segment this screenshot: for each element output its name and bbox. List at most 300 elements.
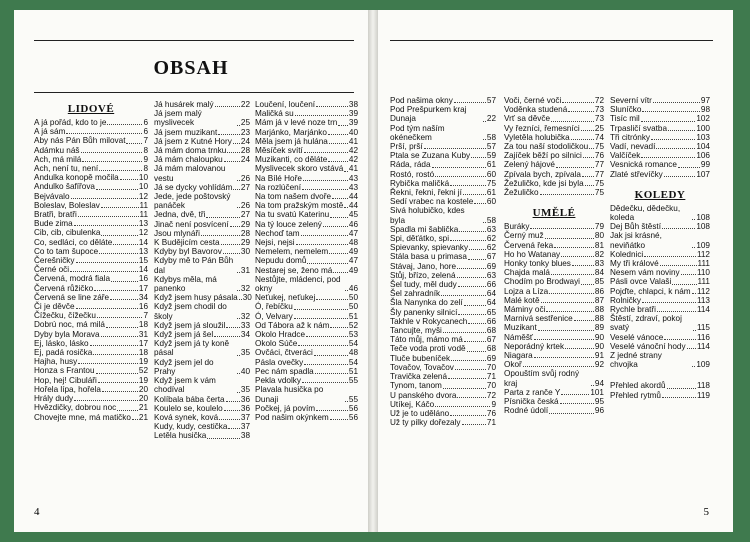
song-title: Prší, prší — [390, 142, 423, 152]
page-ref: 59 — [486, 151, 496, 161]
toc-entry — [504, 231, 604, 240]
dot-leader — [471, 157, 486, 158]
page-title: OBSAH — [153, 57, 229, 79]
page-ref: 55 — [348, 376, 358, 386]
song-title: Myslivecek skoro vstává — [255, 164, 344, 174]
dot-leader — [483, 222, 486, 223]
song-title: Kudy, kudy, cestička — [154, 422, 228, 432]
song-title: Na Bílé Hoře — [255, 173, 302, 183]
page-ref: 34 — [240, 330, 250, 340]
song-title: Pásli ovce Valaši — [610, 277, 672, 287]
toc-entry — [390, 225, 496, 234]
dot-leader — [74, 225, 138, 226]
song-title: Marnivá sestřenice — [504, 314, 573, 324]
toc-entry — [504, 268, 604, 277]
toc-entry — [154, 183, 250, 192]
dot-leader — [581, 130, 594, 131]
toc-entry — [390, 372, 496, 381]
toc-entry — [504, 342, 604, 351]
dot-leader — [110, 299, 138, 300]
song-title: Andulko šafířova — [34, 182, 95, 192]
toc-entry — [610, 96, 710, 105]
toc-entry — [390, 280, 496, 289]
song-title: Jsou mlynáři — [154, 228, 200, 238]
toc-entry — [154, 128, 250, 137]
page-ref: 42 — [348, 146, 358, 156]
page-ref: 108 — [696, 213, 710, 223]
page-ref: 69 — [486, 261, 496, 271]
song-title: Žežuličko, kde jsi byla — [504, 178, 584, 188]
dot-leader — [656, 148, 695, 149]
page-ref: 62 — [486, 234, 496, 244]
song-title: Červená, modrá fiala — [34, 274, 110, 284]
toc-entry — [390, 188, 496, 197]
page-ref: 60 — [486, 169, 496, 179]
song-title: Ó, řebíčku — [255, 302, 293, 312]
toc-entry — [255, 275, 358, 293]
page-ref: 95 — [594, 397, 604, 407]
song-title: Voči, černé voči — [504, 96, 562, 105]
song-title: Černý muž — [504, 231, 544, 241]
dot-leader — [451, 360, 486, 361]
page-ref: 89 — [594, 323, 604, 333]
toc-entry — [34, 357, 148, 366]
dot-leader — [224, 161, 240, 162]
song-title: Chodím po Brodwayi — [504, 277, 580, 287]
dot-leader — [457, 277, 486, 278]
dot-leader — [90, 345, 138, 346]
song-title: Okolo Hradce — [255, 330, 306, 340]
song-title: Spadla mi šablička — [390, 224, 459, 234]
page-ref: 64 — [486, 289, 496, 299]
song-title: Travička zelená — [390, 372, 448, 382]
toc-entry — [504, 188, 604, 197]
toc-entry — [255, 164, 358, 173]
toc-entry — [504, 133, 604, 142]
page-ref: 24 — [240, 136, 250, 146]
dot-leader — [132, 419, 138, 420]
song-title: Bude zima — [34, 219, 73, 229]
page-ref: 86 — [594, 286, 604, 296]
page-ref: 47 — [348, 228, 358, 238]
toc-entry — [154, 229, 250, 238]
song-title: Rolničky — [610, 295, 641, 305]
page-ref: 16 — [138, 302, 148, 312]
dot-leader — [330, 327, 347, 328]
page-ref: 101 — [590, 387, 604, 397]
toc-entry — [34, 173, 148, 182]
dot-leader — [457, 268, 486, 269]
dot-leader — [574, 320, 594, 321]
page-ref: 37 — [240, 412, 250, 422]
dot-leader — [76, 262, 138, 263]
page-ref: 19 — [138, 375, 148, 385]
toc-entry — [34, 293, 148, 302]
dot-leader — [678, 167, 700, 168]
song-title: Táto můj, mámo má — [390, 335, 463, 345]
page-ref: 8 — [143, 164, 148, 174]
song-title: Já mám malovanou vestu — [154, 164, 226, 183]
toc-entry — [34, 201, 148, 210]
song-title: Ovčáci, čtveráci — [255, 348, 313, 358]
page-ref: 51 — [348, 311, 358, 321]
song-title: Zelený hájové — [504, 160, 555, 170]
song-title: Já jsem z Kutné Hory — [154, 136, 232, 146]
toc-column — [255, 100, 358, 422]
song-title: Hvězdičky, dobrou noc — [34, 403, 117, 413]
page-ref: 20 — [138, 394, 148, 404]
toc-entry — [255, 312, 358, 321]
toc-entry — [154, 321, 250, 330]
page-ref: 71 — [486, 418, 496, 428]
page-ref: 35 — [240, 348, 250, 358]
dot-leader — [214, 336, 240, 337]
dot-leader — [328, 161, 348, 162]
toc-entry — [504, 333, 604, 342]
page-ref: 92 — [594, 360, 604, 370]
page-ref: 56 — [348, 403, 358, 413]
page-ref: 29 — [240, 238, 250, 248]
page-ref: 40 — [240, 366, 250, 376]
toc-entry — [390, 391, 496, 400]
toc-entry — [610, 314, 710, 332]
toc-entry — [504, 388, 604, 397]
dot-leader — [551, 274, 594, 275]
dot-leader — [458, 286, 486, 287]
toc-entry — [610, 342, 710, 351]
song-title: Ková synek, ková — [154, 412, 219, 422]
page-ref: 8 — [143, 145, 148, 155]
toc-entry — [255, 229, 358, 238]
song-title: Náměšť — [504, 332, 534, 342]
dot-leader — [96, 373, 138, 374]
toc-entry — [504, 96, 604, 105]
page-ref: 36 — [240, 403, 250, 413]
dot-leader — [330, 419, 348, 420]
toc-entry — [610, 259, 710, 268]
page-ref: 36 — [240, 394, 250, 404]
dot-leader — [483, 139, 486, 140]
song-title: Honza s Frantou — [34, 366, 95, 376]
song-title: Počkej, já povím — [255, 403, 316, 413]
toc-entry — [34, 164, 148, 173]
dot-leader — [556, 167, 594, 168]
song-title: Ej, padá rosička — [34, 348, 93, 358]
toc-entry — [610, 268, 710, 277]
dot-leader — [294, 318, 348, 319]
song-title: Když jsem husy pásala — [154, 293, 238, 303]
dot-leader — [201, 235, 240, 236]
toc-entry — [154, 238, 250, 247]
page-ref: 61 — [486, 188, 496, 198]
song-title: Niagara — [504, 351, 533, 361]
song-title: Bratři, bratři — [34, 210, 77, 220]
page-ref: 17 — [138, 283, 148, 293]
dot-leader — [66, 133, 142, 134]
toc-entry — [504, 287, 604, 296]
toc-entry — [34, 219, 148, 228]
song-title: Muzikant — [504, 323, 537, 333]
song-title: Tancujte, myši — [390, 326, 442, 336]
page-ref: 118 — [696, 381, 710, 391]
dot-leader — [329, 143, 348, 144]
page-ref: 115 — [696, 323, 710, 333]
toc-entry — [255, 367, 358, 376]
song-title: Šly panenky silnicí — [390, 307, 458, 317]
toc-entry — [504, 241, 604, 250]
page-ref: 54 — [348, 357, 358, 367]
dot-leader — [687, 348, 696, 349]
dot-leader — [106, 327, 138, 328]
page-ref: 27 — [240, 182, 250, 192]
page-ref: 13 — [138, 246, 148, 256]
toc-entry — [504, 142, 604, 151]
page-ref: 41 — [348, 136, 358, 146]
page-ref: 103 — [696, 132, 710, 142]
page-ref: 60 — [486, 197, 496, 207]
toc-entry — [34, 403, 148, 412]
song-title: Na tom pražským mostě — [255, 201, 344, 211]
song-title: Štěstí, zdraví, pokoj svatý — [610, 314, 682, 333]
song-title: Lojza a Líza — [504, 286, 549, 296]
song-title: Okolo Súče — [255, 339, 298, 349]
page-ref: 66 — [486, 316, 496, 326]
title-rule — [34, 92, 354, 93]
dot-leader — [126, 143, 142, 144]
song-title: Hrály dudy — [34, 394, 74, 404]
song-title: Tři citrónky — [610, 132, 651, 142]
page-ref: 48 — [348, 348, 358, 358]
page-ref: 70 — [486, 381, 496, 391]
toc-entry — [504, 124, 604, 133]
dot-leader — [237, 272, 240, 273]
song-title: Ó, Velvary — [255, 311, 293, 321]
song-title: Mám já v levé noze trn — [255, 118, 338, 128]
song-title: Vyletěla holubička — [504, 132, 570, 142]
dot-leader — [523, 366, 594, 367]
song-title: Veselé vánoční hody — [610, 341, 686, 351]
toc-entry — [504, 397, 604, 406]
song-title: Nechoď tam — [255, 228, 300, 238]
toc-entry — [390, 252, 496, 261]
song-title: Máminy oči — [504, 305, 546, 315]
song-title: Neporádný krtek — [504, 341, 565, 351]
song-title: A já pořád, kdo to je — [34, 118, 107, 127]
song-title: Hajha, husy — [34, 357, 78, 367]
song-title: Na tu svatú Katerinu — [255, 210, 330, 220]
toc-entry — [504, 250, 604, 259]
song-title: Červená řeka — [504, 240, 554, 250]
toc-entry — [390, 234, 496, 243]
song-title: Nejsi, nejsi — [255, 238, 295, 248]
page-ref: 22 — [240, 100, 250, 109]
toc-entry — [390, 96, 496, 105]
toc-entry — [390, 381, 496, 390]
dot-leader — [458, 314, 486, 315]
song-title: Neťukej, neťukej — [255, 293, 316, 303]
dot-leader — [530, 228, 593, 229]
page-ref: 14 — [138, 237, 148, 247]
dot-leader — [333, 272, 348, 273]
toc-entry — [255, 201, 358, 210]
dot-leader — [316, 299, 348, 300]
toc-entry — [255, 155, 358, 164]
song-title: Nepudu domů — [255, 256, 307, 266]
dot-leader — [332, 198, 348, 199]
song-title: Parta z ranče Y — [504, 387, 561, 397]
dot-leader — [107, 124, 142, 125]
dot-leader — [71, 198, 138, 199]
song-title: Já se dycky vohlídám — [154, 182, 233, 192]
page-ref: 87 — [594, 295, 604, 305]
page-ref: 68 — [486, 344, 496, 354]
book-spine — [368, 10, 378, 532]
toc-entry — [504, 179, 604, 188]
song-title: Andulka konopě močila — [34, 173, 119, 183]
dot-leader — [435, 406, 490, 407]
page-ref: 17 — [138, 338, 148, 348]
toc-entry — [255, 183, 358, 192]
dot-leader — [644, 256, 696, 257]
page-ref: 32 — [240, 311, 250, 321]
dot-leader — [660, 265, 697, 266]
page-ref: 25 — [240, 118, 250, 128]
song-title: Loučení, loučení — [255, 100, 316, 109]
song-title: Čížečku, čížečku — [34, 311, 96, 321]
page-ref: 88 — [594, 305, 604, 315]
toc-entry — [255, 109, 358, 118]
song-title: Opouštím svůj rodný kraj — [504, 369, 580, 388]
page-ref: 109 — [696, 240, 710, 250]
page-ref: 49 — [348, 265, 358, 275]
song-title: Voděnka studená — [504, 105, 568, 115]
song-title: Červená růžičko — [34, 283, 94, 293]
song-title: Už ty pilky dořezaly — [390, 418, 461, 428]
dot-leader — [545, 238, 594, 239]
toc-entry — [34, 385, 148, 394]
page-ref: 90 — [594, 332, 604, 342]
page-ref: 26 — [240, 173, 250, 183]
toc-entry — [390, 363, 496, 372]
dot-leader — [582, 176, 594, 177]
dot-leader — [463, 194, 486, 195]
page-ref: 20 — [138, 384, 148, 394]
page-ref: 35 — [240, 385, 250, 395]
dot-leader — [560, 403, 594, 404]
toc-entry — [154, 302, 250, 320]
toc-entry — [154, 164, 250, 182]
dot-leader — [304, 152, 348, 153]
page-ref: 72 — [594, 96, 604, 105]
page-ref: 42 — [348, 155, 358, 165]
toc-entry — [610, 351, 710, 369]
dot-leader — [692, 293, 696, 294]
dot-leader — [237, 392, 240, 393]
song-title: Černé oči — [34, 265, 70, 275]
dot-leader — [237, 373, 240, 374]
dot-leader — [294, 309, 348, 310]
page-ref: 106 — [696, 151, 710, 161]
page-ref: 75 — [594, 178, 604, 188]
toc-entry — [154, 220, 250, 229]
dot-leader — [664, 339, 696, 340]
toc-entry — [390, 151, 496, 160]
dot-leader — [102, 391, 138, 392]
spacer — [610, 369, 710, 381]
toc-entry — [610, 305, 710, 314]
toc-entry — [154, 358, 250, 376]
page-ref: 19 — [138, 357, 148, 367]
toc-entry — [154, 146, 250, 155]
dot-leader — [642, 111, 699, 112]
dot-leader — [207, 438, 240, 439]
song-title: Měsíček svítí — [255, 146, 303, 156]
toc-entry — [390, 326, 496, 335]
song-title: Červená se line záře — [34, 292, 110, 302]
dot-leader — [237, 318, 240, 319]
dot-leader — [435, 176, 486, 177]
dot-leader — [120, 179, 138, 180]
page-ref: 41 — [348, 164, 358, 174]
page-ref: 77 — [594, 169, 604, 179]
dot-leader — [226, 327, 239, 328]
song-title: Muzikanti, co děláte — [255, 155, 328, 165]
page-ref: 11 — [139, 210, 148, 220]
toc-entry — [34, 413, 148, 422]
song-title: Honky tonky blues — [504, 259, 571, 269]
dot-leader — [541, 302, 594, 303]
dot-leader — [591, 385, 594, 386]
song-title: Když jsem chodil do školy — [154, 302, 227, 321]
song-title: Já husárek malý — [154, 100, 214, 109]
page-ref: 22 — [486, 114, 496, 124]
dot-leader — [450, 415, 486, 416]
page-ref: 12 — [138, 191, 148, 201]
page-ref: 46 — [348, 219, 358, 229]
song-title: My tři králové — [610, 259, 659, 269]
page-ref: 67 — [486, 335, 496, 345]
song-title: Nemelem, nemelem — [255, 247, 329, 257]
dot-leader — [692, 247, 695, 248]
song-title: Boleslav, Boleslav — [34, 200, 100, 210]
dot-leader — [328, 134, 348, 135]
toc-entry — [504, 351, 604, 360]
toc-entry — [34, 238, 148, 247]
page-ref: 28 — [240, 228, 250, 238]
song-title: Zlaté střevíčky — [610, 169, 663, 179]
page-ref: 7 — [143, 136, 148, 146]
toc-entry — [154, 109, 250, 127]
toc-entry — [610, 133, 710, 142]
dot-leader — [585, 185, 594, 186]
page-ref: 84 — [594, 268, 604, 278]
page-ref: 102 — [696, 114, 710, 124]
dot-leader — [546, 311, 593, 312]
song-title: Malé kotě — [504, 295, 540, 305]
toc-entry — [255, 413, 358, 422]
song-title: Letěla husička — [154, 431, 207, 441]
dot-leader — [206, 217, 239, 218]
dot-leader — [223, 253, 240, 254]
toc-entry — [610, 204, 710, 222]
toc-entry — [255, 210, 358, 219]
song-title: Když jsem já šel — [154, 330, 214, 340]
page-ref: 82 — [594, 249, 604, 259]
dot-leader — [330, 217, 348, 218]
dot-leader — [450, 240, 486, 241]
song-title: Valčíček — [610, 151, 641, 161]
page-ref: 75 — [486, 178, 496, 188]
